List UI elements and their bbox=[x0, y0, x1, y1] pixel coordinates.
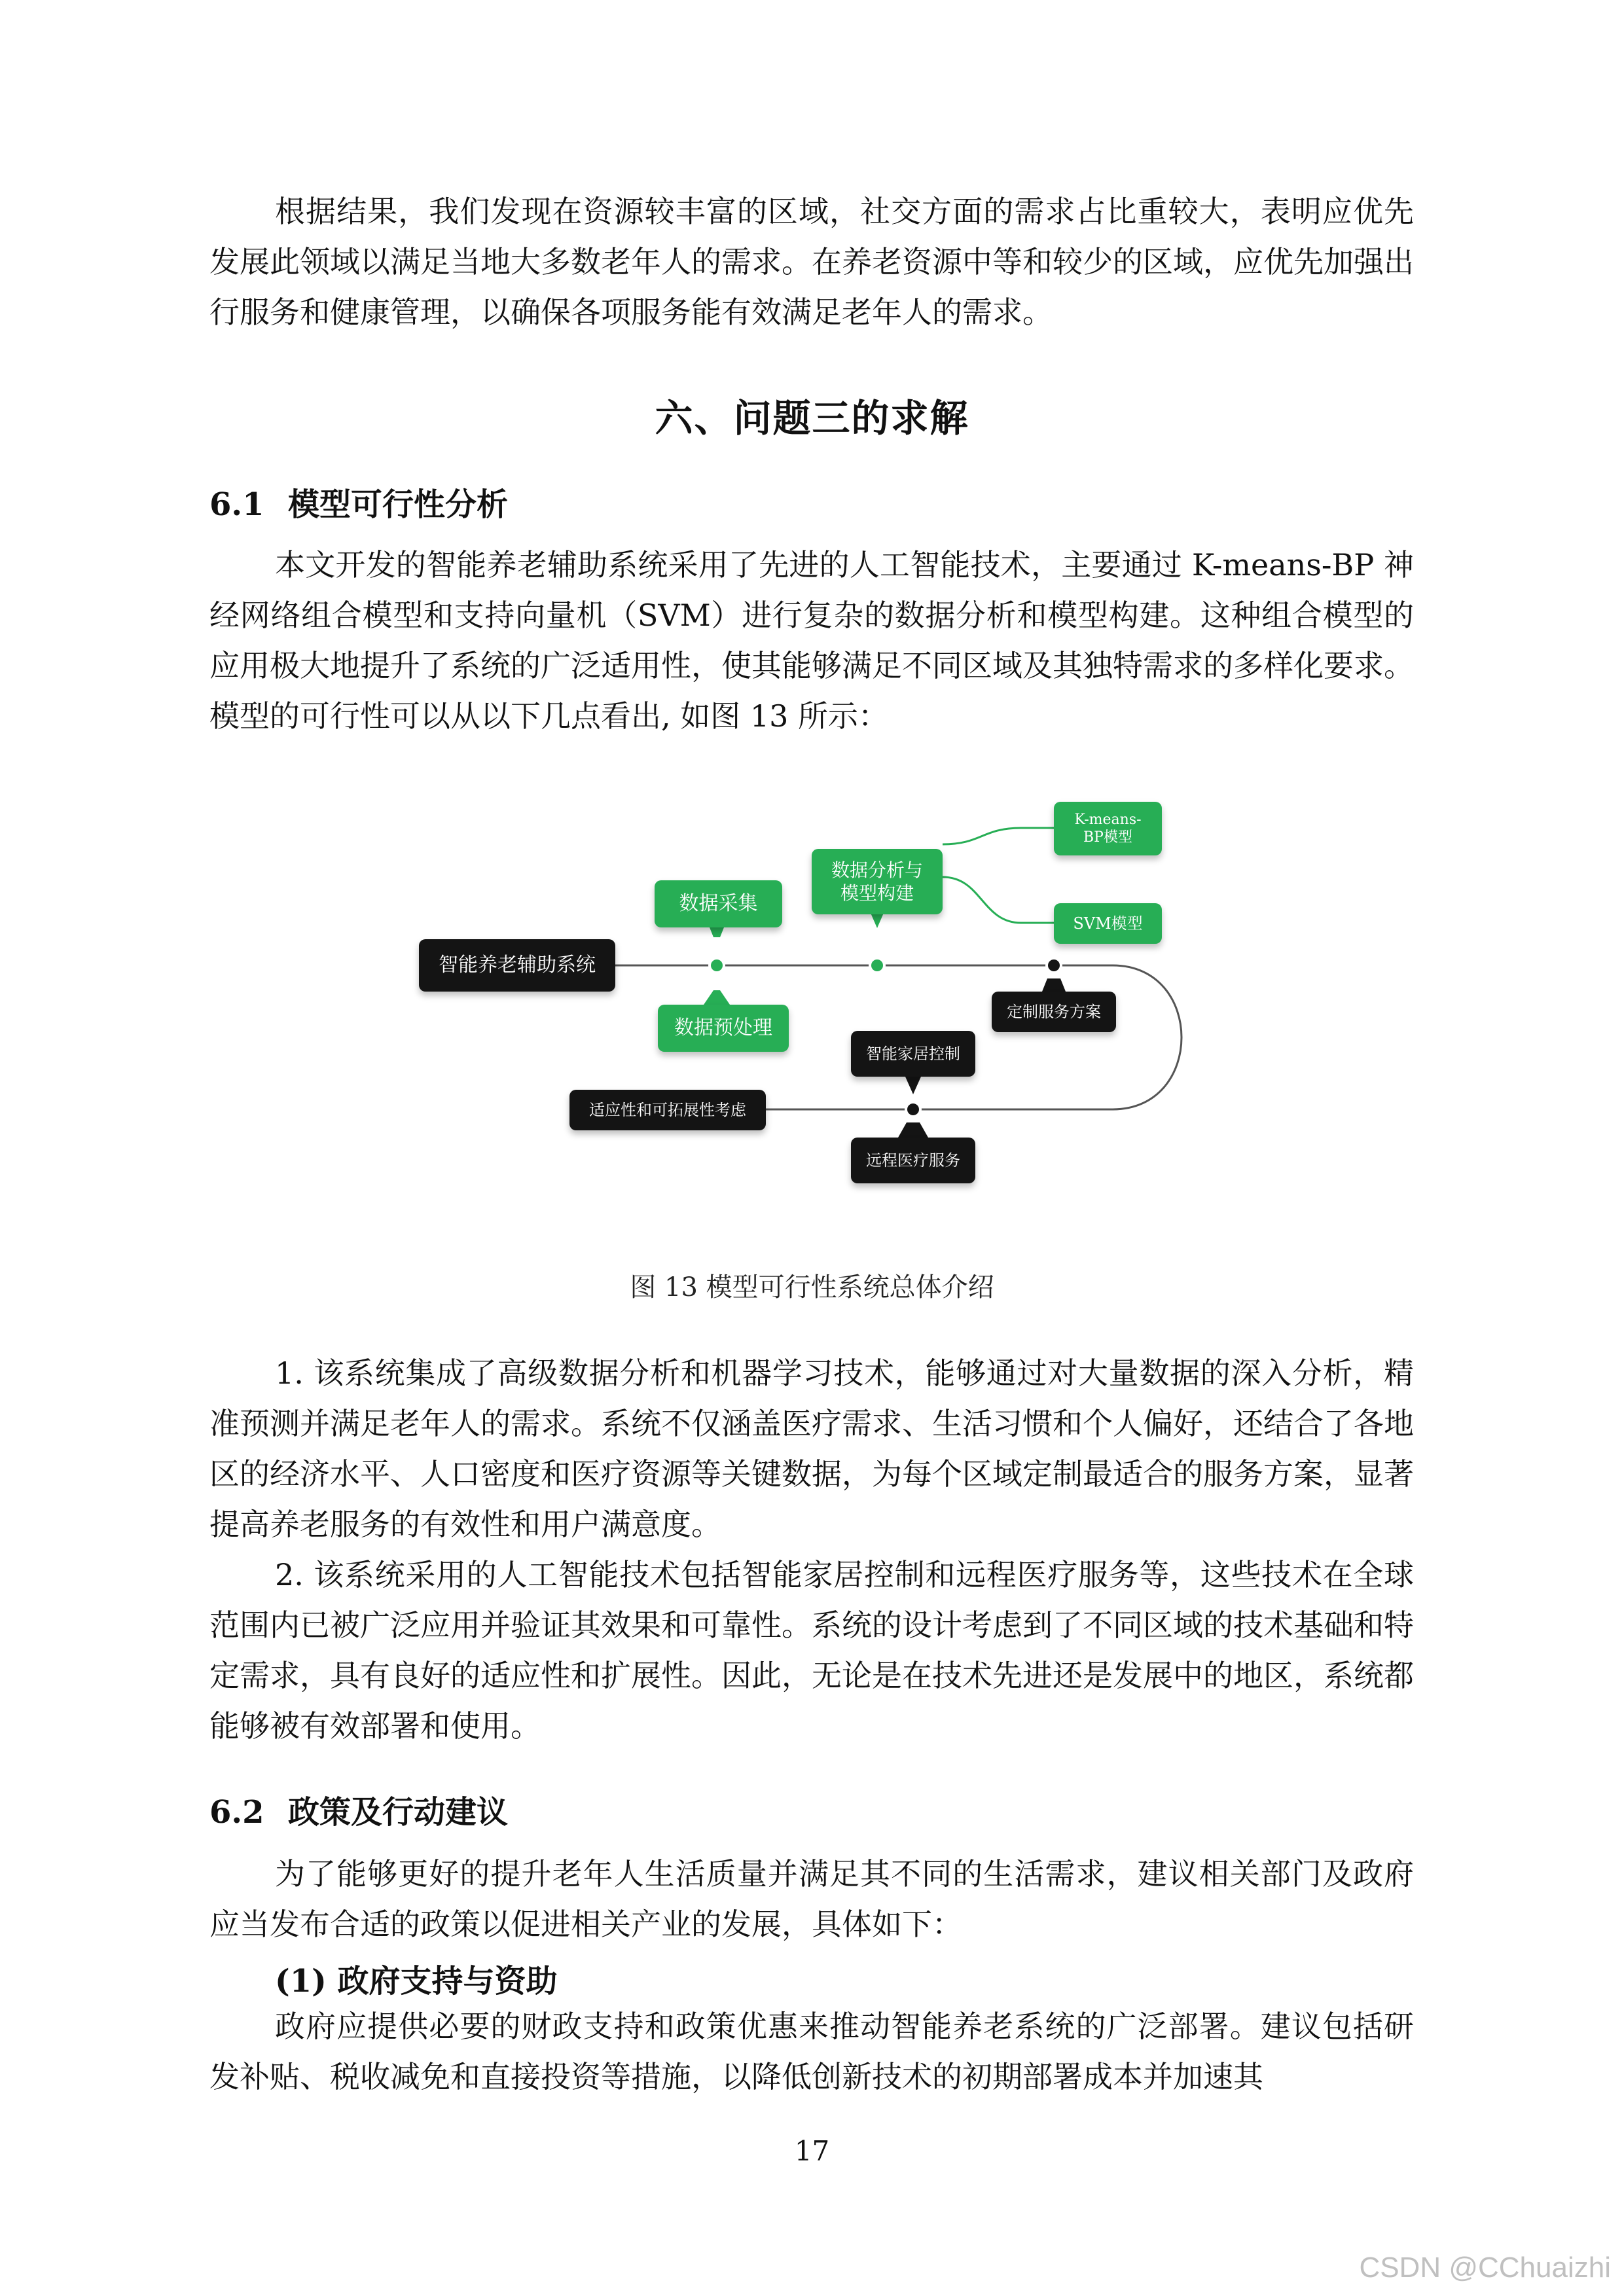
subsection-title: 政策及行动建议 bbox=[288, 1794, 509, 1831]
node-collect: 数据采集 bbox=[655, 880, 782, 927]
node-remote: 远程医疗服务 bbox=[851, 1138, 975, 1183]
custom-pointer bbox=[1042, 978, 1066, 992]
dot-collect bbox=[710, 958, 724, 973]
sec62-paragraph: 为了能够更好的提升老年人生活质量并满足其不同的生活需求，建议相关部门及政府应当发布合适的政策以促进相关产业的发展，具体如下： bbox=[209, 1856, 1414, 1942]
intro-paragraph: 根据结果，我们发现在资源较丰富的区域，社交方面的需求占比重较大，表明应优先发展此领域以满足当地大多数老年人的需求。在养老资源中等和较少的区域，应优先加强出行服务和健康管理，以确保各项服务能有效满足老年人的需求。 bbox=[209, 194, 1414, 330]
node-root: 智能养老辅助系统 bbox=[419, 939, 615, 992]
remote-pointer bbox=[898, 1122, 928, 1138]
node-svm: SVM模型 bbox=[1054, 903, 1162, 944]
node-custom: 定制服务方案 bbox=[992, 992, 1116, 1032]
node-adapt: 适应性和可拓展性考虑 bbox=[569, 1090, 766, 1130]
subhead-government-support: (1) 政府支持与资助 bbox=[275, 1963, 558, 2000]
branch-svm bbox=[943, 877, 1054, 923]
dot-custom bbox=[1047, 958, 1061, 973]
dot-analysis bbox=[870, 958, 884, 973]
smarthome-pointer bbox=[905, 1077, 921, 1094]
analysis-pointer bbox=[871, 913, 884, 928]
figure-caption: 图 13 模型可行性系统总体介绍 bbox=[630, 1272, 994, 1302]
point-1-paragraph: 1. 该系统集成了高级数据分析和机器学习技术，能够通过对大量数据的深入分析，精准预测并满足老年人的需求。系统不仅涵盖医疗需求、生活习惯和个人偏好，还结合了各地区的经济水平、人口密度和医疗资源等关键数据，为每个区域定制最适合的服务方案，显著提高养老服务的有效性和用户满意度。 bbox=[209, 1355, 1414, 1542]
subsection-6-1-heading bbox=[209, 479, 508, 524]
node-kmeans: K-means-BP模型 bbox=[1054, 802, 1162, 855]
subsection-6-2-heading bbox=[209, 1787, 508, 1832]
dot-remote bbox=[906, 1102, 920, 1117]
subhead1-paragraph: 政府应提供必要的财政支持和政策优惠来推动智能养老系统的广泛部署。建议包括研发补贴、税收减免和直接投资等措施，以降低创新技术的初期部署成本并加速其 bbox=[209, 2009, 1414, 2094]
point-2-paragraph: 2. 该系统采用的人工智能技术包括智能家居控制和远程医疗服务等，这些技术在全球范围内已被广泛应用并验证其效果和可靠性。系统的设计考虑到了不同区域的技术基础和特定需求，具有良好的适应性和扩展性。因此，无论是在技术先进还是发展中的地区，系统都能够被有效部署和使用。 bbox=[209, 1557, 1414, 1744]
node-analysis: 数据分析与模型构建 bbox=[812, 849, 943, 914]
subsection-number: 6.2 bbox=[209, 1794, 264, 1831]
node-preprocess: 数据预处理 bbox=[658, 1005, 789, 1052]
subsection-title: 模型可行性分析 bbox=[288, 486, 509, 523]
sec61-paragraph: 本文开发的智能养老辅助系统采用了先进的人工智能技术，主要通过 K-means-BP 神经网络组合模型和支持向量机（SVM）进行复杂的数据分析和模型构建。这种组合模型的应用极大地提升了系统的广泛适用性，使其能够满足不同区域及其独特需求的多样化要求。模型的可行性可以从以下几点看出, 如图 13 所示： bbox=[209, 547, 1414, 734]
watermark: CSDN @CChuaizhi bbox=[1359, 2251, 1611, 2284]
section-title: 六、问题三的求解 bbox=[655, 396, 969, 440]
subsection-number: 6.1 bbox=[209, 486, 264, 523]
branch-kmeans bbox=[943, 828, 1054, 844]
preprocess-pointer bbox=[704, 990, 730, 1005]
page-number: 17 bbox=[794, 2135, 830, 2167]
node-smarthome: 智能家居控制 bbox=[851, 1031, 975, 1077]
